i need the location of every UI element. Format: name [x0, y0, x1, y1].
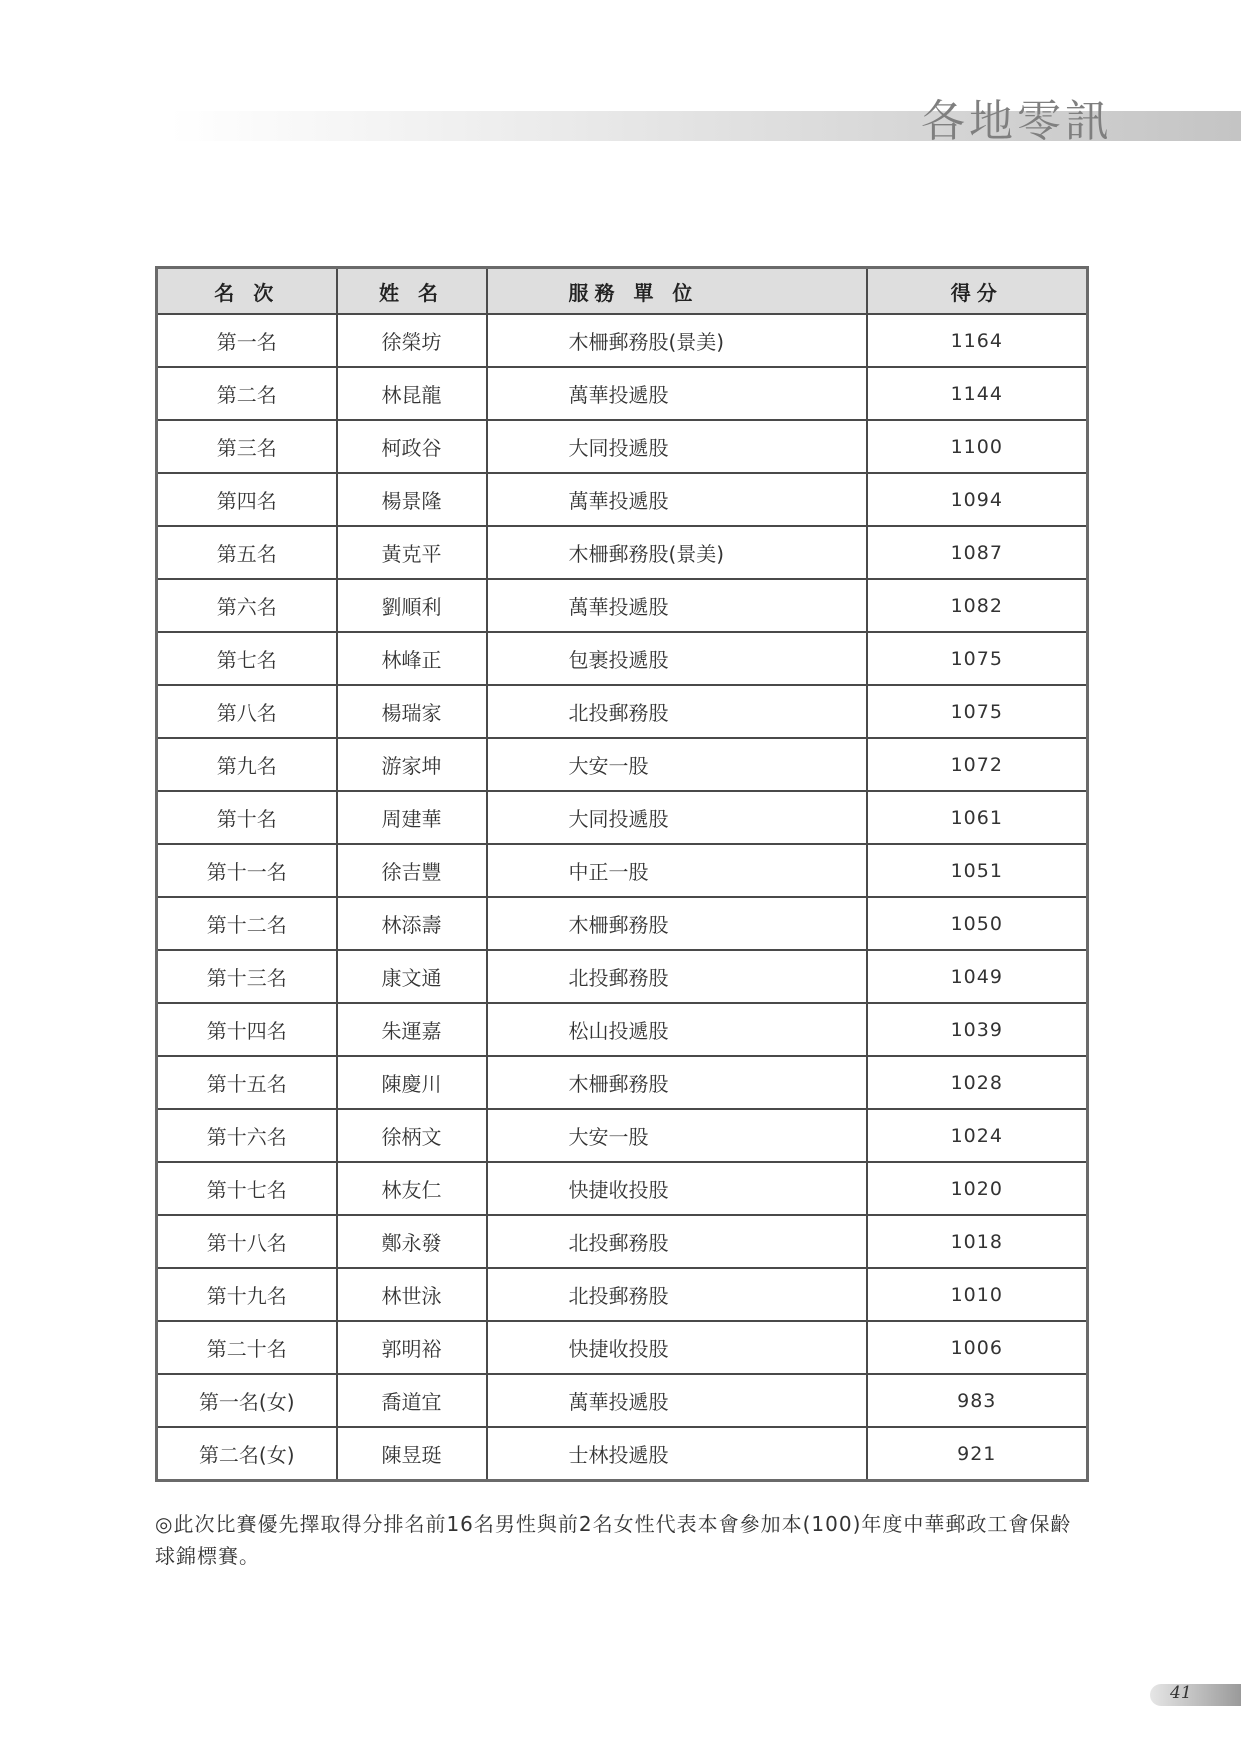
- rank-cell: 第九名: [157, 738, 337, 791]
- score-cell: 1051: [867, 844, 1088, 897]
- table-row: [157, 844, 1088, 897]
- score-cell: 1087: [867, 526, 1088, 579]
- rank-cell: 第三名: [157, 420, 337, 473]
- results-table: [155, 266, 1089, 1482]
- unit-cell: 萬華投遞股: [487, 579, 867, 632]
- unit-cell: 北投郵務股: [487, 685, 867, 738]
- name-cell: 林友仁: [337, 1162, 487, 1215]
- column-header-unit: 服務 單 位: [487, 268, 867, 315]
- table-row: [157, 1321, 1088, 1374]
- rank-cell: 第八名: [157, 685, 337, 738]
- name-cell: 徐榮坊: [337, 314, 487, 367]
- table-row: [157, 897, 1088, 950]
- name-cell: 楊景隆: [337, 473, 487, 526]
- unit-cell: 大安一股: [487, 738, 867, 791]
- unit-cell: 木柵郵務股: [487, 1056, 867, 1109]
- score-cell: 1164: [867, 314, 1088, 367]
- section-title: 各地零訊: [921, 96, 1113, 147]
- score-cell: 1018: [867, 1215, 1088, 1268]
- rank-cell: 第十四名: [157, 1003, 337, 1056]
- unit-cell: 北投郵務股: [487, 950, 867, 1003]
- score-cell: 1094: [867, 473, 1088, 526]
- name-cell: 康文通: [337, 950, 487, 1003]
- name-cell: 游家坤: [337, 738, 487, 791]
- rank-cell: 第十六名: [157, 1109, 337, 1162]
- table-row: [157, 738, 1088, 791]
- rank-cell: 第十八名: [157, 1215, 337, 1268]
- column-header-score: 得分: [867, 268, 1088, 315]
- table-body: [157, 314, 1088, 1481]
- rank-cell: 第二名(女): [157, 1427, 337, 1481]
- score-cell: 1100: [867, 420, 1088, 473]
- table-header-row: [157, 268, 1088, 315]
- table-row: [157, 632, 1088, 685]
- unit-cell: 大同投遞股: [487, 420, 867, 473]
- name-cell: 朱運嘉: [337, 1003, 487, 1056]
- name-cell: 林世泳: [337, 1268, 487, 1321]
- name-cell: 陳昱珽: [337, 1427, 487, 1481]
- score-cell: 1061: [867, 791, 1088, 844]
- rank-cell: 第十一名: [157, 844, 337, 897]
- table-row: [157, 314, 1088, 367]
- score-cell: 1028: [867, 1056, 1088, 1109]
- table-row: [157, 950, 1088, 1003]
- rank-cell: 第一名: [157, 314, 337, 367]
- table-row: [157, 1215, 1088, 1268]
- score-cell: 983: [867, 1374, 1088, 1427]
- name-cell: 徐吉豐: [337, 844, 487, 897]
- score-cell: 1039: [867, 1003, 1088, 1056]
- name-cell: 鄭永發: [337, 1215, 487, 1268]
- table-row: [157, 1003, 1088, 1056]
- name-cell: 徐柄文: [337, 1109, 487, 1162]
- rank-cell: 第一名(女): [157, 1374, 337, 1427]
- name-cell: 林峰正: [337, 632, 487, 685]
- score-cell: 1075: [867, 632, 1088, 685]
- table-row: [157, 473, 1088, 526]
- rank-cell: 第六名: [157, 579, 337, 632]
- table-row: [157, 1056, 1088, 1109]
- table-row: [157, 1268, 1088, 1321]
- rank-cell: 第二十名: [157, 1321, 337, 1374]
- name-cell: 林昆龍: [337, 367, 487, 420]
- table-row: [157, 1162, 1088, 1215]
- unit-cell: 快捷收投股: [487, 1321, 867, 1374]
- unit-cell: 大安一股: [487, 1109, 867, 1162]
- score-cell: 1075: [867, 685, 1088, 738]
- name-cell: 郭明裕: [337, 1321, 487, 1374]
- score-cell: 1082: [867, 579, 1088, 632]
- table-row: [157, 1374, 1088, 1427]
- rank-cell: 第十九名: [157, 1268, 337, 1321]
- name-cell: 柯政谷: [337, 420, 487, 473]
- unit-cell: 包裹投遞股: [487, 632, 867, 685]
- score-cell: 1024: [867, 1109, 1088, 1162]
- score-cell: 1144: [867, 367, 1088, 420]
- score-cell: 1006: [867, 1321, 1088, 1374]
- table-row: [157, 579, 1088, 632]
- footnote: ◎此次比賽優先擇取得分排名前16名男性與前2名女性代表本會參加本(100)年度中華郵政工會保齡球錦標賽。: [155, 1512, 1072, 1568]
- name-cell: 劉順利: [337, 579, 487, 632]
- table-row: [157, 1427, 1088, 1481]
- rank-cell: 第十三名: [157, 950, 337, 1003]
- name-cell: 陳慶川: [337, 1056, 487, 1109]
- unit-cell: 萬華投遞股: [487, 367, 867, 420]
- rank-cell: 第十名: [157, 791, 337, 844]
- table-row: [157, 1109, 1088, 1162]
- score-cell: 1049: [867, 950, 1088, 1003]
- score-cell: 921: [867, 1427, 1088, 1481]
- unit-cell: 松山投遞股: [487, 1003, 867, 1056]
- table-row: [157, 420, 1088, 473]
- name-cell: 喬道宜: [337, 1374, 487, 1427]
- unit-cell: 中正一股: [487, 844, 867, 897]
- rank-cell: 第二名: [157, 367, 337, 420]
- unit-cell: 快捷收投股: [487, 1162, 867, 1215]
- rank-cell: 第十七名: [157, 1162, 337, 1215]
- name-cell: 林添壽: [337, 897, 487, 950]
- page-number: 41: [1170, 1683, 1192, 1703]
- rank-cell: 第四名: [157, 473, 337, 526]
- name-cell: 楊瑞家: [337, 685, 487, 738]
- unit-cell: 北投郵務股: [487, 1268, 867, 1321]
- name-cell: 周建華: [337, 791, 487, 844]
- unit-cell: 木柵郵務股(景美): [487, 526, 867, 579]
- score-cell: 1072: [867, 738, 1088, 791]
- unit-cell: 萬華投遞股: [487, 473, 867, 526]
- score-cell: 1010: [867, 1268, 1088, 1321]
- unit-cell: 士林投遞股: [487, 1427, 867, 1481]
- column-header-rank: 名 次: [157, 268, 337, 315]
- unit-cell: 木柵郵務股(景美): [487, 314, 867, 367]
- unit-cell: 木柵郵務股: [487, 897, 867, 950]
- table-row: [157, 367, 1088, 420]
- rank-cell: 第七名: [157, 632, 337, 685]
- score-cell: 1050: [867, 897, 1088, 950]
- rank-cell: 第十二名: [157, 897, 337, 950]
- unit-cell: 北投郵務股: [487, 1215, 867, 1268]
- page-number-tab: [1150, 1684, 1241, 1706]
- unit-cell: 大同投遞股: [487, 791, 867, 844]
- table-row: [157, 526, 1088, 579]
- unit-cell: 萬華投遞股: [487, 1374, 867, 1427]
- rank-cell: 第十五名: [157, 1056, 337, 1109]
- name-cell: 黃克平: [337, 526, 487, 579]
- rank-cell: 第五名: [157, 526, 337, 579]
- column-header-name: 姓 名: [337, 268, 487, 315]
- score-cell: 1020: [867, 1162, 1088, 1215]
- table-row: [157, 791, 1088, 844]
- table-row: [157, 685, 1088, 738]
